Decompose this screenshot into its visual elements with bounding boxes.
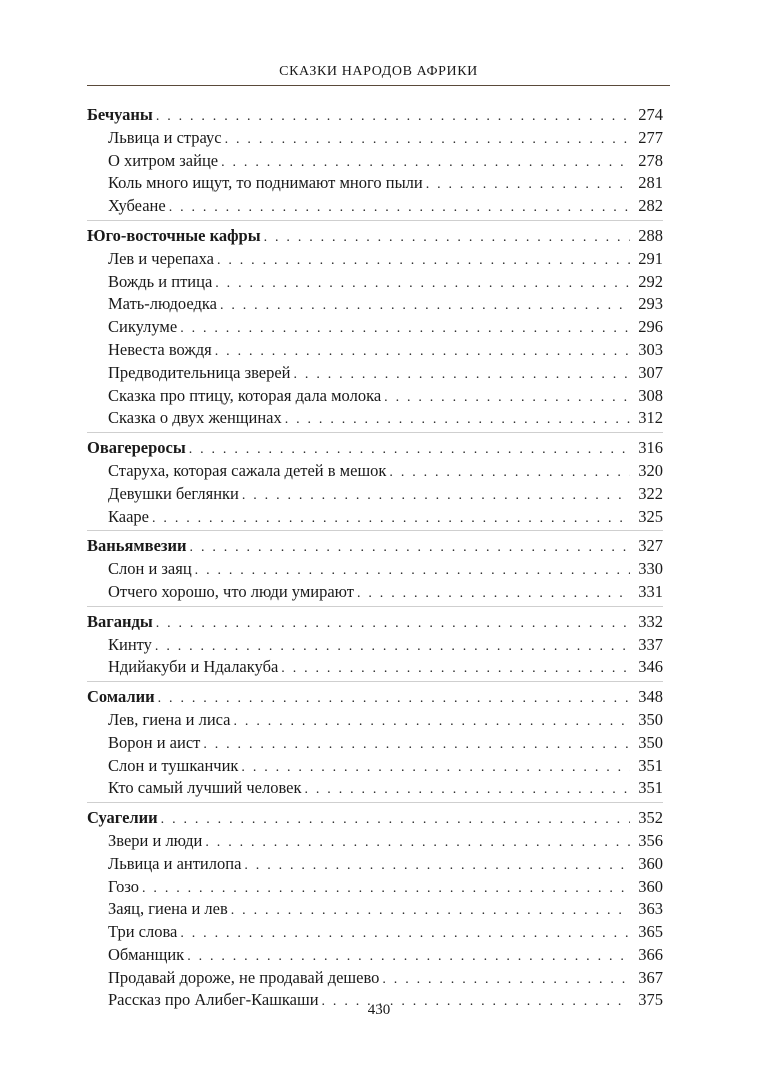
toc-entry-title: Коль много ищут, то поднимают много пыли	[108, 173, 423, 193]
dot-leader	[357, 583, 630, 606]
toc-section-heading	[87, 807, 663, 830]
toc-page-number: 327	[638, 536, 663, 556]
toc-entry	[87, 362, 663, 385]
toc-entry	[87, 195, 663, 218]
toc-page-number: 350	[638, 732, 663, 752]
toc-entry	[87, 830, 663, 853]
dot-leader	[195, 560, 630, 583]
toc-entry-title: Невеста вождя	[108, 339, 212, 359]
dot-leader	[161, 809, 630, 832]
dot-leader	[180, 318, 630, 341]
dot-leader	[241, 757, 630, 780]
toc-entry-title: Бечуаны	[87, 105, 153, 124]
toc-page-number: 331	[638, 581, 663, 601]
toc-entry	[87, 755, 663, 778]
toc-entry	[87, 581, 663, 604]
toc-entry	[87, 316, 663, 339]
toc-page-number: 282	[638, 196, 663, 216]
dot-leader	[389, 462, 630, 485]
toc-page-number: 360	[638, 876, 663, 896]
toc-section-heading	[87, 104, 663, 127]
dot-leader	[264, 227, 630, 250]
toc-page-number: 307	[638, 362, 663, 382]
toc-section	[87, 686, 663, 803]
toc-entry-title: Львица и антилопа	[108, 853, 242, 873]
dot-leader	[220, 295, 630, 318]
toc-entry-title: Предводительница зверей	[108, 362, 291, 382]
toc-entry-title: Вождь и птица	[108, 271, 213, 291]
toc-entry	[87, 777, 663, 800]
toc-entry-title: Сказка о двух женщинах	[108, 408, 282, 428]
toc-page-number: 330	[638, 559, 663, 579]
dot-leader	[217, 250, 630, 273]
toc-entry-title: Сомалии	[87, 687, 155, 707]
toc-entry-title: Продавай дороже, не продавай дешево	[108, 967, 380, 987]
toc-page-number: 325	[638, 506, 663, 526]
toc-page-number: 365	[638, 922, 663, 942]
toc-page-number: 277	[638, 127, 663, 147]
toc-entry	[87, 944, 663, 967]
toc-page-number: 312	[638, 408, 663, 428]
dot-leader	[382, 969, 630, 992]
toc-entry-title: О хитром зайце	[108, 150, 219, 170]
dot-leader	[384, 387, 630, 410]
dot-leader	[205, 832, 630, 855]
toc-entry	[87, 656, 663, 679]
toc-page-number: 346	[638, 657, 663, 677]
toc-entry-title: Девушки беглянки	[108, 483, 239, 503]
toc-entry	[87, 709, 663, 732]
dot-leader	[189, 439, 630, 462]
dot-leader	[244, 855, 630, 878]
dot-leader	[426, 174, 630, 197]
toc-entry	[87, 921, 663, 944]
toc-entry-title: Лев и черепаха	[108, 248, 214, 268]
toc-page-number: 308	[638, 385, 663, 405]
toc-entry	[87, 483, 663, 506]
page-number: 430	[367, 1002, 391, 1018]
toc-page-number: 288	[638, 225, 663, 245]
toc-page-number: 351	[638, 755, 663, 775]
toc-section	[87, 535, 663, 606]
toc-page-number: 281	[638, 173, 663, 193]
dot-leader	[215, 273, 630, 296]
running-head: СКАЗКИ НАРОДОВ АФРИКИ	[279, 64, 478, 79]
dot-leader	[152, 508, 630, 531]
toc-page-number: 278	[638, 150, 663, 170]
toc-entry-title: Кто самый лучший человек	[108, 778, 302, 798]
toc-entry-title: Ндийакуби и Ндалакуба	[108, 657, 279, 677]
toc-entry	[87, 506, 663, 529]
dot-leader	[242, 485, 630, 508]
toc-entry	[87, 127, 663, 150]
toc-page-number: 296	[638, 317, 663, 337]
toc-entry	[87, 460, 663, 483]
dot-leader	[203, 734, 630, 757]
toc-page-number: 332	[638, 611, 663, 631]
dot-leader	[142, 878, 630, 901]
toc-entry-title: Отчего хорошо, что люди умирают	[108, 581, 354, 601]
toc-entry-title: Ваганды	[87, 611, 153, 631]
toc-page-number: 348	[638, 687, 663, 707]
toc-entry-title: Гозо	[108, 876, 140, 896]
toc-entry-title: Старуха, которая сажала детей в мешок	[108, 460, 387, 480]
toc-entry-title: Овагереросы	[87, 438, 186, 458]
header-rule	[87, 85, 670, 86]
toc-section	[87, 807, 663, 1014]
dot-leader	[169, 197, 630, 220]
dot-leader	[225, 129, 630, 152]
toc-section-heading	[87, 686, 663, 709]
toc-entry	[87, 293, 663, 316]
toc-page-number: 274	[638, 105, 663, 124]
toc-entry	[87, 634, 663, 657]
toc-page-number: 293	[638, 294, 663, 314]
toc-entry-title: Кааре	[108, 506, 150, 526]
toc-page-number: 366	[638, 944, 663, 964]
toc-section	[87, 611, 663, 682]
toc-entry-title: Обманщик	[108, 944, 185, 964]
dot-leader	[281, 658, 630, 681]
dot-leader	[187, 946, 630, 969]
dot-leader	[190, 537, 630, 560]
toc-page-number: 303	[638, 339, 663, 359]
table-of-contents	[87, 104, 663, 1018]
toc-section-heading	[87, 535, 663, 558]
toc-page-number: 337	[638, 634, 663, 654]
dot-leader	[231, 900, 630, 923]
toc-entry	[87, 407, 663, 430]
toc-entry-title: Рассказ про Алибег-Кашкаши	[108, 990, 319, 1010]
toc-page-number: 320	[638, 460, 663, 480]
toc-section	[87, 437, 663, 531]
toc-entry-title: Слон и тушканчик	[108, 755, 239, 775]
dot-leader	[180, 923, 630, 946]
toc-entry-title: Ваньямвезии	[87, 536, 187, 556]
toc-entry-title: Три слова	[108, 922, 178, 942]
toc-section	[87, 225, 663, 433]
toc-entry	[87, 732, 663, 755]
toc-entry-title: Звери и люди	[108, 830, 203, 850]
toc-entry	[87, 339, 663, 362]
toc-entry-title: Кинту	[108, 634, 152, 654]
toc-page-number: 322	[638, 483, 663, 503]
toc-entry	[87, 172, 663, 195]
toc-entry-title: Сказка про птицу, которая дала молока	[108, 385, 382, 405]
dot-leader	[221, 152, 630, 175]
toc-entry	[87, 385, 663, 408]
dot-leader	[158, 688, 630, 711]
toc-page-number: 356	[638, 830, 663, 850]
dot-leader	[234, 711, 630, 734]
toc-entry-title: Слон и заяц	[108, 559, 192, 579]
toc-page-number: 375	[638, 990, 663, 1010]
toc-page-number: 367	[638, 967, 663, 987]
toc-entry-title: Сикулуме	[108, 317, 178, 337]
toc-entry	[87, 967, 663, 990]
toc-page-number: 350	[638, 709, 663, 729]
toc-page-number: 291	[638, 248, 663, 268]
toc-entry-title: Хубеане	[108, 196, 166, 216]
toc-section-heading	[87, 225, 663, 248]
toc-entry	[87, 853, 663, 876]
dot-leader	[305, 779, 631, 802]
dot-leader	[215, 341, 630, 364]
dot-leader	[155, 636, 630, 659]
toc-entry-title: Заяц, гиена и лев	[108, 899, 228, 919]
dot-leader	[156, 106, 630, 129]
toc-page-number: 363	[638, 899, 663, 919]
toc-entry	[87, 876, 663, 899]
toc-section-heading	[87, 437, 663, 460]
toc-section-heading	[87, 611, 663, 634]
toc-entry	[87, 248, 663, 271]
toc-page-number: 360	[638, 853, 663, 873]
toc-section	[87, 104, 663, 221]
dot-leader	[285, 409, 630, 432]
toc-page-number: 351	[638, 778, 663, 798]
toc-entry-title: Лев, гиена и лиса	[108, 709, 231, 729]
toc-entry	[87, 150, 663, 173]
toc-page-number: 316	[638, 438, 663, 458]
dot-leader	[156, 613, 630, 636]
toc-page-number: 292	[638, 271, 663, 291]
toc-entry-title: Львица и страус	[108, 127, 222, 147]
toc-entry	[87, 898, 663, 921]
dot-leader	[294, 364, 630, 387]
toc-entry	[87, 271, 663, 294]
toc-entry-title: Ворон и аист	[108, 732, 201, 752]
toc-entry-title: Суагелии	[87, 808, 158, 828]
toc-entry-title: Мать-людоедка	[108, 294, 217, 314]
toc-entry	[87, 558, 663, 581]
toc-entry-title: Юго-восточные кафры	[87, 225, 261, 245]
toc-page-number: 352	[638, 808, 663, 828]
